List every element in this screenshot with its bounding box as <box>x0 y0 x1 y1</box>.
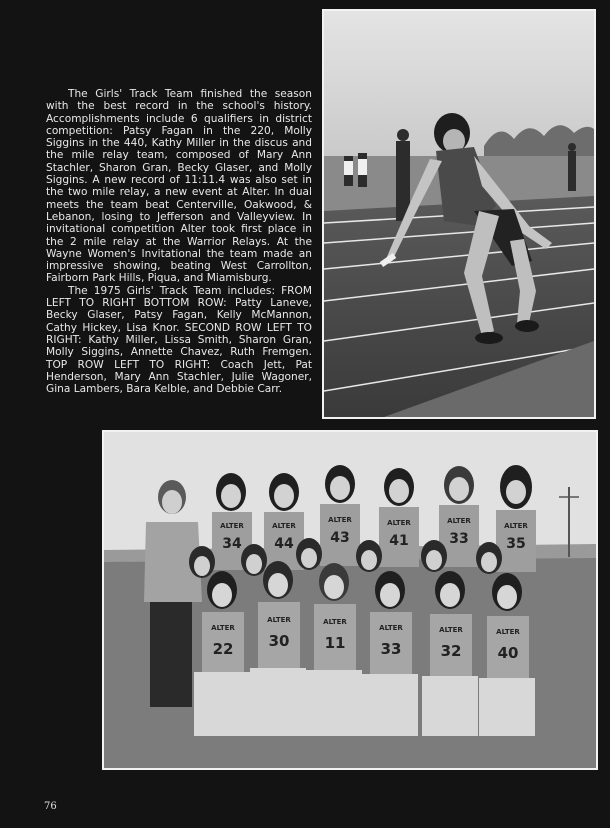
jersey-school-front-1: ALTER <box>211 624 235 632</box>
jersey-number-top-6: 35 <box>506 536 526 552</box>
jersey-number-front-5: 32 <box>440 642 462 660</box>
jersey-number-front-6: 40 <box>497 644 519 662</box>
jersey-school-top-6: ALTER <box>504 522 528 530</box>
caption-text-block <box>46 88 312 395</box>
jersey-school-front-4: ALTER <box>379 624 403 632</box>
jersey-school-front-6: ALTER <box>496 628 520 636</box>
jersey-number-front-4: 33 <box>380 640 402 658</box>
relay-runner-photo-graphic <box>324 11 594 417</box>
jersey-school-front-2: ALTER <box>267 616 291 624</box>
caption-paragraph-team-roster: The 1975 Girls' Track Team includes: FROM LEFT TO RIGHT BOTTOM ROW: Patty Laneve, Becky Glaser, Patsy Fagan, Kelly McMannon, Cathy Hickey, Lisa Knor. SECOND ROW LEFT TO RIGHT: Kathy Miller, Lissa Smith, Sharon Gran, Molly Siggins, Annette Chavez, Ruth Fremgen. TOP ROW LEFT TO RIGHT: Coach Jett, Pat Henderson, Mary Ann Stachler, Julie Wagoner, Gina Lambers, Bara Kelble, and Debbie Carr. <box>46 284 312 396</box>
jersey-school-front-3: ALTER <box>323 618 347 626</box>
jersey-school-top-3: ALTER <box>328 516 352 524</box>
jersey-school-top-4: ALTER <box>387 519 411 527</box>
jersey-number-top-3: 43 <box>330 530 350 546</box>
page-number: 76 <box>44 801 57 812</box>
jersey-school-top-2: ALTER <box>272 522 296 530</box>
jersey-number-top-5: 33 <box>449 531 469 547</box>
jersey-number-front-1: 22 <box>212 640 234 658</box>
jersey-number-top-1: 34 <box>222 536 242 552</box>
relay-runner-photo <box>322 9 596 419</box>
jersey-school-top-1: ALTER <box>220 522 244 530</box>
jersey-number-front-2: 30 <box>268 632 290 650</box>
jersey-number-front-3: 11 <box>324 634 346 652</box>
jersey-school-top-5: ALTER <box>447 517 471 525</box>
caption-paragraph-season-summary: The Girls' Track Team finished the season with the best record in the school's history. Accomplishments include 6 qualifiers in district competition: Patsy Fagan in the 220, Molly Siggins in the 440, Kathy Miller in the discus and the mile relay team, composed of Mary Ann Stachler, Sharon Gran, Becky Glaser, and Molly Siggins. A new record of 11:11.4 was also set in the two mile relay, a new event at Alter. In dual meets the team beat Centerville, Oakwood, & Lebanon, losing to Jefferson and Valleyview. In invitational competition Alter took first place in the 2 mile relay at the Warrior Relays. At the Wayne Women's Invitational the team made an impressive showing, beating West Carrollton, Fairborn Park Hills, Piqua, and Miamisburg. <box>46 88 312 285</box>
jersey-number-top-4: 41 <box>389 533 409 549</box>
team-group-photo-graphic <box>104 432 596 768</box>
team-group-photo <box>102 430 598 770</box>
jersey-school-front-5: ALTER <box>439 626 463 634</box>
jersey-number-top-2: 44 <box>274 536 294 552</box>
